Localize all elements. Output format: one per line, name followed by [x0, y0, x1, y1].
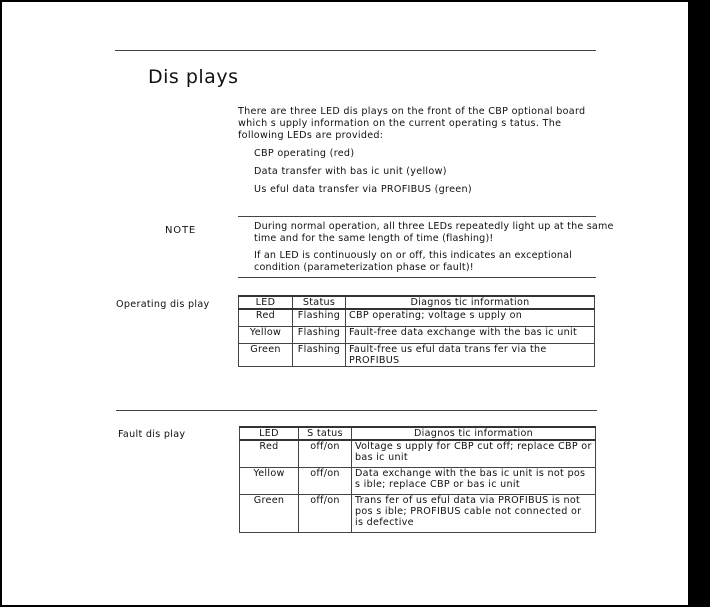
top-rule — [115, 50, 596, 51]
table-row — [240, 467, 596, 494]
led-cell: Yellow — [239, 326, 293, 343]
fault-display-table — [239, 426, 596, 533]
section-rule — [116, 410, 597, 411]
status-cell: Flashing — [293, 343, 346, 366]
led-cell: Red — [239, 309, 293, 326]
table-header: Status — [293, 296, 346, 309]
operating-display-label: Operating dis play — [116, 299, 210, 310]
led-list-item: Data transfer with bas ic unit (yellow) — [254, 166, 447, 177]
table-header: LED — [239, 296, 293, 309]
fault-display-label: Fault dis play — [118, 429, 186, 440]
table-header: Diagnos tic information — [346, 296, 595, 309]
operating-display-table — [238, 295, 595, 367]
info-cell: Trans fer of us eful data via PROFIBUS is not pos s ible; PROFIBUS cable not connected or is defective — [352, 494, 596, 532]
table-row — [240, 440, 596, 467]
table-header: S tatus — [299, 427, 352, 440]
status-cell: Flashing — [293, 326, 346, 343]
note-label: NOTE — [165, 225, 196, 236]
info-cell: CBP operating; voltage s upply on — [346, 309, 595, 326]
led-cell: Green — [239, 343, 293, 366]
status-cell: off/on — [299, 440, 352, 467]
note-text-2: If an LED is continuously on or off, this indicates an exceptional condition (parameterization phase or fault)! — [254, 250, 573, 273]
note-bottom-rule — [238, 277, 596, 278]
info-cell: Fault-free us eful data trans fer via the PROFIBUS — [346, 343, 595, 366]
table-row — [240, 494, 596, 532]
intro-paragraph: There are three LED dis plays on the front of the CBP optional board which s upply information on the current operating s tatus. The following LEDs are provided: — [238, 106, 586, 141]
table-row — [239, 309, 595, 326]
note-top-rule — [238, 216, 596, 217]
info-cell: Voltage s upply for CBP cut off; replace CBP or bas ic unit — [352, 440, 596, 467]
led-list-item: Us eful data transfer via PROFIBUS (green) — [254, 184, 472, 195]
led-cell: Red — [240, 440, 299, 467]
note-text-1: During normal operation, all three LEDs repeatedly light up at the same time and for the same length of time (flashing)! — [254, 221, 614, 244]
led-cell: Green — [240, 494, 299, 532]
status-cell: off/on — [299, 467, 352, 494]
table-header: Diagnos tic information — [352, 427, 596, 440]
table-row — [239, 326, 595, 343]
document-page — [2, 2, 688, 605]
table-row — [239, 343, 595, 366]
info-cell: Fault-free data exchange with the bas ic unit — [346, 326, 595, 343]
status-cell: Flashing — [293, 309, 346, 326]
info-cell: Data exchange with the bas ic unit is not pos s ible; replace CBP or bas ic unit — [352, 467, 596, 494]
led-cell: Yellow — [240, 467, 299, 494]
led-list-item: CBP operating (red) — [254, 148, 355, 159]
page-title: Dis plays — [148, 66, 239, 88]
table-header: LED — [240, 427, 299, 440]
status-cell: off/on — [299, 494, 352, 532]
